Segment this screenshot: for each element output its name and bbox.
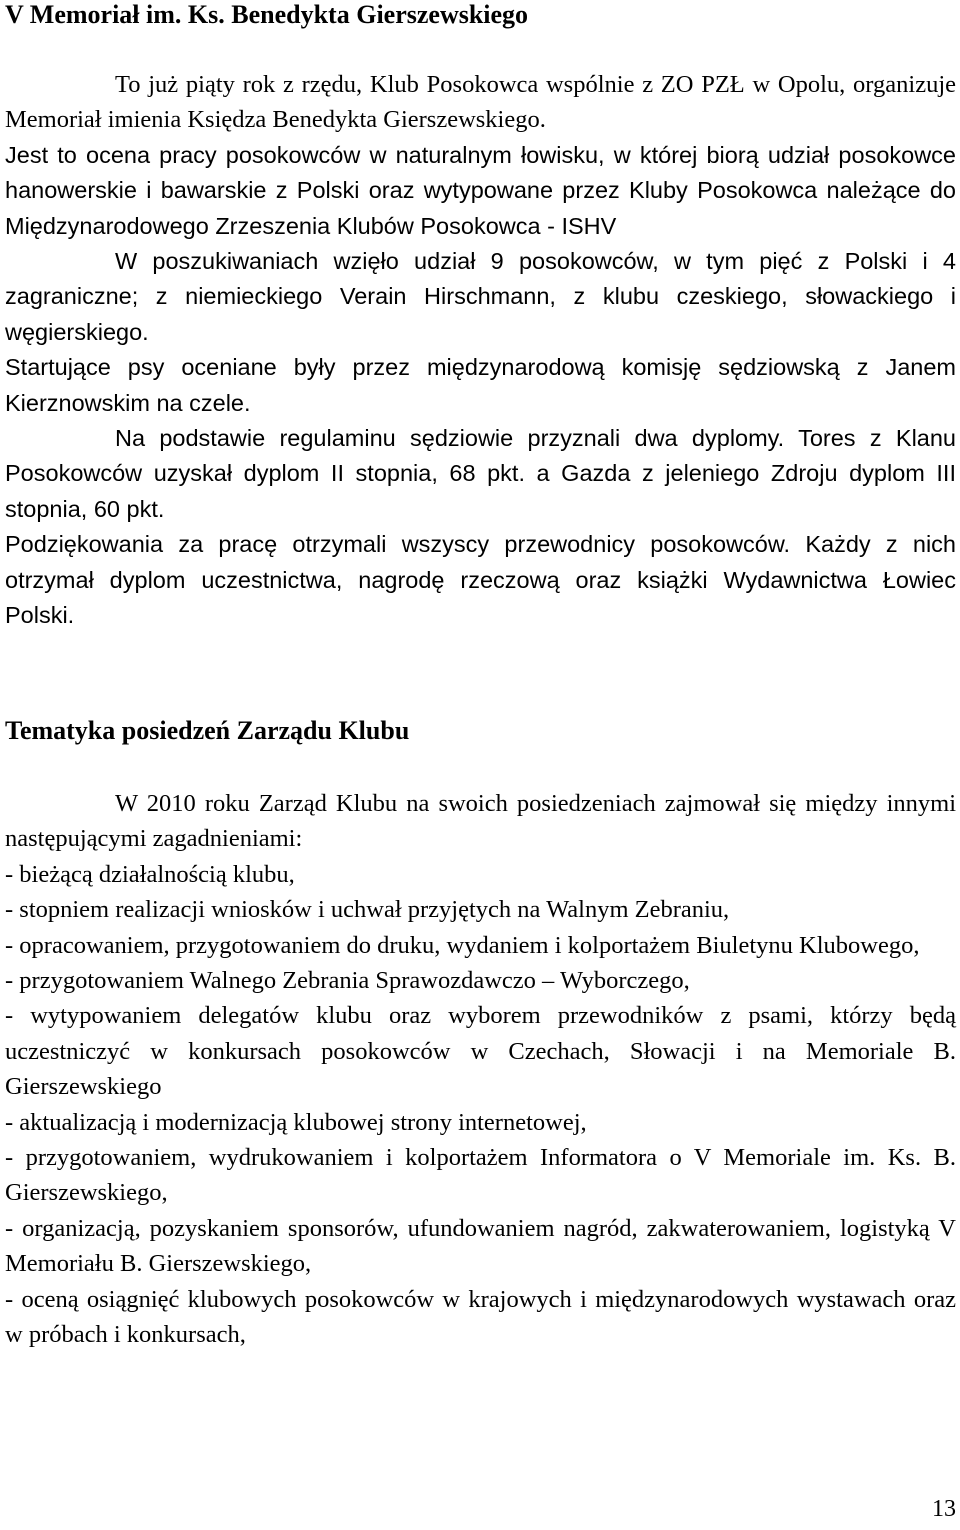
list-item: - stopniem realizacji wniosków i uchwał przyjętych na Walnym Zebraniu,: [5, 896, 730, 924]
section-title-memorial: V Memoriał im. Ks. Benedykta Gierszewskiego: [5, 0, 529, 29]
paragraph-board-intro: W 2010 roku Zarząd Klubu na swoich posiedzeniach zajmował się między innymi następującymi zagadnieniami:: [5, 790, 956, 853]
list-item: - przygotowaniem, wydrukowaniem i kolportażem Informatora o V Memoriale im. Ks. B. Gierszewskiego,: [5, 1144, 956, 1207]
section-title-board-topics: Tematyka posiedzeń Zarządu Klubu: [5, 716, 410, 745]
paragraph-participants: W poszukiwaniach wzięło udział 9 posokowców, w tym pięć z Polski i 4 zagraniczne; z niemieckiego Verain Hirschmann, z klubu czeskiego, słowackiego i węgierskiego.: [5, 248, 956, 345]
list-item: - przygotowaniem Walnego Zebrania Sprawozdawczo – Wyborczego,: [5, 967, 690, 995]
list-item: - oceną osiągnięć klubowych posokowców w krajowych i międzynarodowych wystawach oraz w próbach i konkursach,: [5, 1285, 956, 1349]
list-item: - aktualizacją i modernizacją klubowej strony internetowej,: [5, 1108, 587, 1136]
list-item: - organizacją, pozyskaniem sponsorów, ufundowaniem nagród, zakwaterowaniem, logistyką V Memoriału B. Gierszewskiego,: [5, 1214, 956, 1278]
memorial-section-body: [5, 67, 956, 634]
page-number: 13: [932, 1496, 956, 1522]
paragraph-judges: Startujące psy oceniane były przez międzynarodową komisję sędziowską z Janem Kierznowskim na czele.: [5, 354, 956, 416]
paragraph-diplomas: Na podstawie regulaminu sędziowie przyznali dwa dyplomy. Tores z Klanu Posokowców uzyskał dyplom II stopnia, 68 pkt. a Gazda z jeleniego Zdroju dyplom III stopnia, 60 pkt.: [5, 425, 956, 522]
board-topics-body: [5, 786, 956, 1353]
list-item: - bieżącą działalnością klubu,: [5, 860, 295, 888]
paragraph-intro: To już piąty rok z rzędu, Klub Posokowca wspólnie z ZO PZŁ w Opolu, organizuje Memoriał imienia Księdza Benedykta Gierszewskiego.: [5, 71, 956, 134]
paragraph-thanks: Podziękowania za pracę otrzymali wszyscy przewodnicy posokowców. Każdy z nich otrzymał dyplom uczestnictwa, nagrodę rzeczową oraz książki Wydawnictwa Łowiec Polski.: [5, 531, 956, 629]
list-item: - opracowaniem, przygotowaniem do druku, wydaniem i kolportażem Biuletynu Klubowego,: [5, 931, 920, 959]
paragraph-description: Jest to ocena pracy posokowców w naturalnym łowisku, w której biorą udział posokowce hanowerskie i bawarskie z Polski oraz wytypowane przez Kluby Posokowca należące do Międzynarodowego Zrzeszenia Klubów Posokowca - ISHV: [5, 141, 956, 239]
list-item: - wytypowaniem delegatów klubu oraz wyborem przewodników z psami, którzy będą uczestniczyć w konkursach posokowców w Czechach, Słowacji i na Memoriale B. Gierszewskiego: [5, 1002, 956, 1101]
